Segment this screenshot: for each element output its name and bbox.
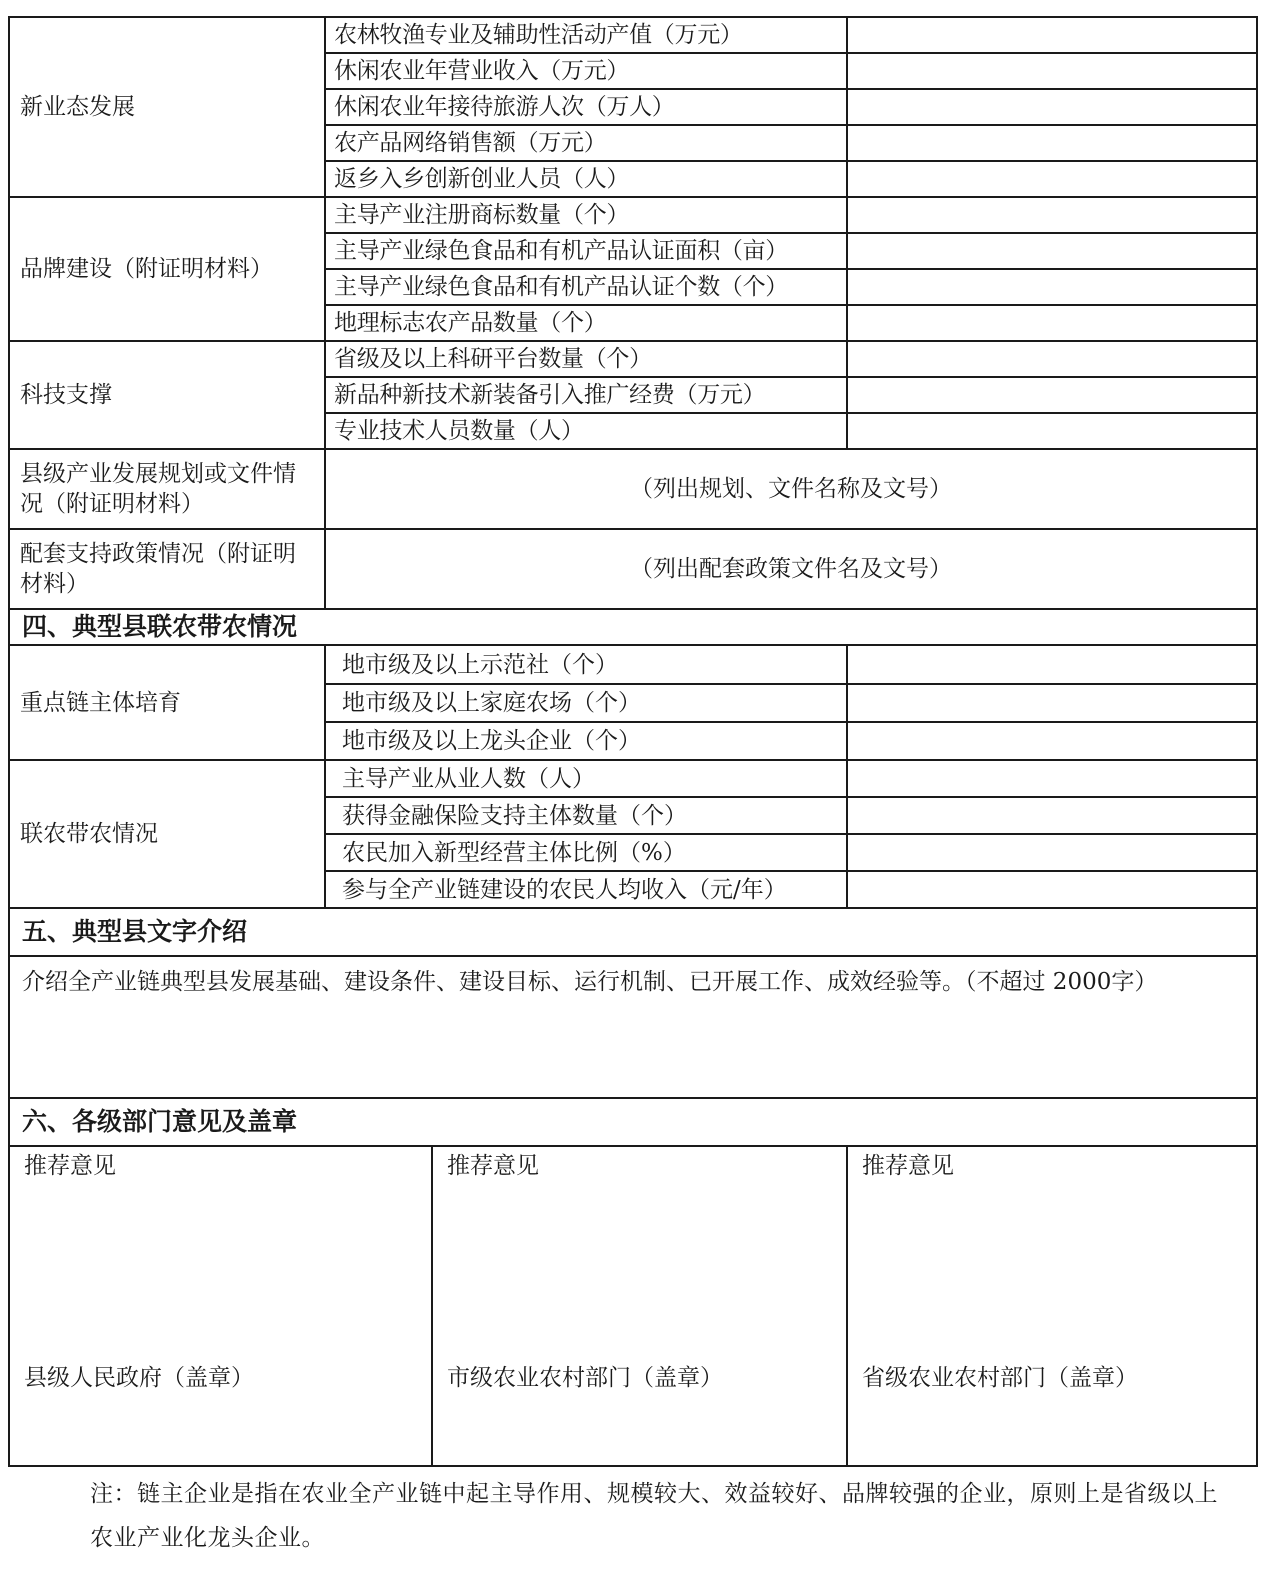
indicator-label: 地市级及以上示范社（个） <box>325 645 847 684</box>
category-cell: 科技支撑 <box>9 341 325 449</box>
stamp-label: 市级农业农村部门（盖章） <box>447 1365 723 1391</box>
footnote: 注：链主企业是指在农业全产业链中起主导作用、规模较大、效益较好、品牌较强的企业，原则上是省级以上农业产业化龙头企业。 <box>90 1481 1218 1551</box>
opinion-label: 推荐意见 <box>24 1153 116 1179</box>
category-cell: 新业态发展 <box>9 17 325 197</box>
category-cell: 品牌建设（附证明材料） <box>9 197 325 341</box>
intro-text-area[interactable]: 介绍全产业链典型县发展基础、建设条件、建设目标、运行机制、已开展工作、成效经验等。（不超过 2000字） <box>9 956 1257 1098</box>
indicator-label: 获得金融保险支持主体数量（个） <box>325 797 847 834</box>
category-cell: 重点链主体培育 <box>9 645 325 760</box>
value-cell[interactable] <box>847 305 1257 341</box>
policy-input[interactable]: （列出配套政策文件名及文号） <box>325 529 1257 609</box>
table-row <box>9 609 1257 645</box>
section-title: 五、典型县文字介绍 <box>9 908 1257 956</box>
section-title: 四、典型县联农带农情况 <box>9 609 1257 645</box>
form-table <box>8 16 1258 1467</box>
value-cell[interactable] <box>847 161 1257 197</box>
table-row <box>9 529 1257 609</box>
value-cell[interactable] <box>847 341 1257 377</box>
application-form <box>8 16 1256 1467</box>
indicator-label: 农林牧渔专业及辅助性活动产值（万元） <box>325 17 847 53</box>
value-cell[interactable] <box>847 377 1257 413</box>
table-row <box>9 645 1257 684</box>
value-cell[interactable] <box>847 89 1257 125</box>
indicator-label: 农产品网络销售额（万元） <box>325 125 847 161</box>
value-cell[interactable] <box>847 871 1257 908</box>
section-title: 六、各级部门意见及盖章 <box>9 1098 1257 1146</box>
policy-label: 配套支持政策情况（附证明材料） <box>9 529 325 609</box>
value-cell[interactable] <box>847 197 1257 233</box>
plan-input[interactable]: （列出规划、文件名称及文号） <box>325 449 1257 529</box>
table-row <box>9 956 1257 1098</box>
table-row <box>9 1146 1257 1466</box>
value-cell[interactable] <box>847 233 1257 269</box>
indicator-label: 主导产业绿色食品和有机产品认证面积（亩） <box>325 233 847 269</box>
indicator-label: 省级及以上科研平台数量（个） <box>325 341 847 377</box>
table-row <box>9 1098 1257 1146</box>
value-cell[interactable] <box>847 413 1257 449</box>
value-cell[interactable] <box>847 684 1257 722</box>
table-row <box>9 341 1257 377</box>
indicator-label: 主导产业绿色食品和有机产品认证个数（个） <box>325 269 847 305</box>
plan-label: 县级产业发展规划或文件情况（附证明材料） <box>9 449 325 529</box>
indicator-label: 地市级及以上家庭农场（个） <box>325 684 847 722</box>
table-row <box>9 197 1257 233</box>
indicator-label: 返乡入乡创新创业人员（人） <box>325 161 847 197</box>
indicator-label: 主导产业注册商标数量（个） <box>325 197 847 233</box>
indicator-label: 休闲农业年接待旅游人次（万人） <box>325 89 847 125</box>
value-cell[interactable] <box>847 17 1257 53</box>
category-cell: 联农带农情况 <box>9 760 325 908</box>
value-cell[interactable] <box>847 269 1257 305</box>
table-row <box>9 449 1257 529</box>
indicator-label: 新品种新技术新装备引入推广经费（万元） <box>325 377 847 413</box>
indicator-label: 休闲农业年营业收入（万元） <box>325 53 847 89</box>
table-row <box>9 17 1257 53</box>
indicator-label: 主导产业从业人数（人） <box>325 760 847 797</box>
city-opinion-box[interactable] <box>432 1146 847 1466</box>
table-row <box>9 908 1257 956</box>
value-cell[interactable] <box>847 53 1257 89</box>
table-row <box>9 760 1257 797</box>
indicator-label: 农民加入新型经营主体比例（%） <box>325 834 847 871</box>
province-opinion-box[interactable] <box>847 1146 1257 1466</box>
indicator-label: 专业技术人员数量（人） <box>325 413 847 449</box>
value-cell[interactable] <box>847 760 1257 797</box>
opinion-label: 推荐意见 <box>862 1153 955 1179</box>
value-cell[interactable] <box>847 834 1257 871</box>
indicator-label: 参与全产业链建设的农民人均收入（元/年） <box>325 871 847 908</box>
indicator-label: 地市级及以上龙头企业（个） <box>325 722 847 760</box>
value-cell[interactable] <box>847 125 1257 161</box>
stamp-label: 县级人民政府（盖章） <box>24 1365 254 1391</box>
value-cell[interactable] <box>847 722 1257 760</box>
indicator-label: 地理标志农产品数量（个） <box>325 305 847 341</box>
opinion-label: 推荐意见 <box>447 1153 539 1179</box>
value-cell[interactable] <box>847 645 1257 684</box>
value-cell[interactable] <box>847 797 1257 834</box>
county-opinion-box[interactable] <box>9 1146 432 1466</box>
stamp-label: 省级农业农村部门（盖章） <box>862 1365 1139 1391</box>
